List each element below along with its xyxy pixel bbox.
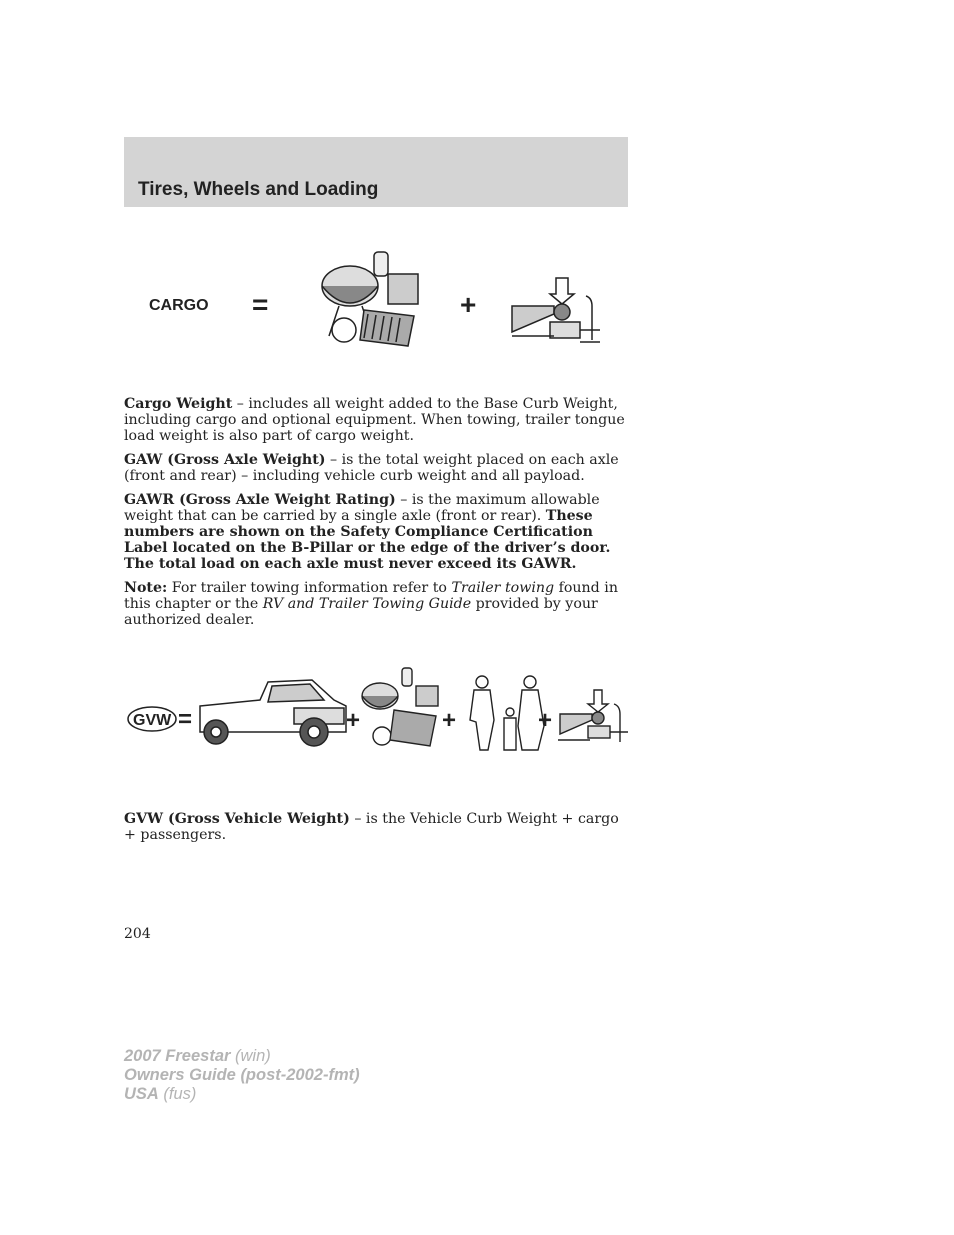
cargo-label: CARGO — [149, 297, 209, 314]
paragraph-cargo-weight — [124, 396, 634, 444]
term-gawr: GAWR (Gross Axle Weight Rating) — [124, 492, 396, 508]
gvw-cargo-items-icon — [362, 668, 438, 746]
passengers-icon — [470, 676, 544, 750]
bold-text-gawr: These numbers are shown on the Safety Compliance Certification Label located on the B-Pillar or the edge of the driver’s door. The total load on each axle must never exceed its GAWR. — [124, 508, 611, 572]
gvw-plus-sign-2: + — [442, 707, 457, 734]
pickup-truck-icon — [200, 680, 346, 746]
trailer-hitch-icon — [512, 278, 600, 342]
note-text-3: provided by your authorized dealer. — [124, 596, 598, 628]
term-gaw: GAW (Gross Axle Weight) — [124, 452, 326, 468]
text-gaw: – is the total weight placed on each axle (front and rear) – including vehicle curb weight and all payload. — [124, 452, 619, 484]
footer-line-3 — [124, 1085, 360, 1104]
cargo-items-icon — [322, 252, 418, 346]
paragraph-gaw — [124, 452, 634, 484]
body-text-bottom — [124, 811, 634, 851]
link-towing-guide: RV and Trailer Towing Guide — [262, 596, 472, 612]
gvw-equals-sign: = — [178, 706, 193, 733]
footer-market: USA — [124, 1085, 159, 1103]
paragraph-gvw — [124, 811, 634, 843]
footer-market-code: (fus) — [158, 1085, 197, 1103]
gvw-plus-sign-1: + — [346, 707, 361, 734]
paragraph-note — [124, 580, 634, 628]
section-header — [124, 137, 628, 207]
body-text-top — [124, 396, 634, 636]
gvw-plus-sign-3: + — [538, 707, 553, 734]
section-title: Tires, Wheels and Loading — [138, 179, 379, 200]
page-number: 204 — [124, 926, 151, 942]
term-note: Note: — [124, 580, 168, 596]
text-cargo-weight: – includes all weight added to the Base Curb Weight, including cargo and optional equipment. When towing, trailer tongue load weight is also part of cargo weight. — [124, 396, 625, 444]
footer-line-1 — [124, 1047, 360, 1066]
term-gvw: GVW (Gross Vehicle Weight) — [124, 811, 350, 827]
gvw-trailer-hitch-icon — [558, 690, 628, 742]
gvw-figure — [124, 660, 630, 760]
link-trailer-towing: Trailer towing — [451, 580, 555, 596]
cargo-figure — [124, 240, 614, 360]
footer-model-code: (win) — [230, 1047, 271, 1065]
text-gvw: – is the Vehicle Curb Weight + cargo + passengers. — [124, 811, 619, 843]
term-cargo-weight: Cargo Weight — [124, 396, 233, 412]
footer-guide: Owners Guide (post-2002-fmt) — [124, 1066, 360, 1084]
note-text-1: For trailer towing information refer to — [167, 580, 452, 596]
paragraph-gawr — [124, 492, 634, 572]
text-gawr: – is the maximum allowable weight that can be carried by a single axle (front or rear). — [124, 492, 600, 524]
note-text-2: found in this chapter or the — [124, 580, 618, 612]
plus-sign: + — [460, 289, 477, 320]
footer-line-2 — [124, 1066, 360, 1085]
gvw-label: GVW — [133, 712, 172, 729]
document-footer — [124, 1047, 360, 1104]
footer-model: 2007 Freestar — [124, 1047, 231, 1065]
equals-sign: = — [252, 289, 269, 320]
